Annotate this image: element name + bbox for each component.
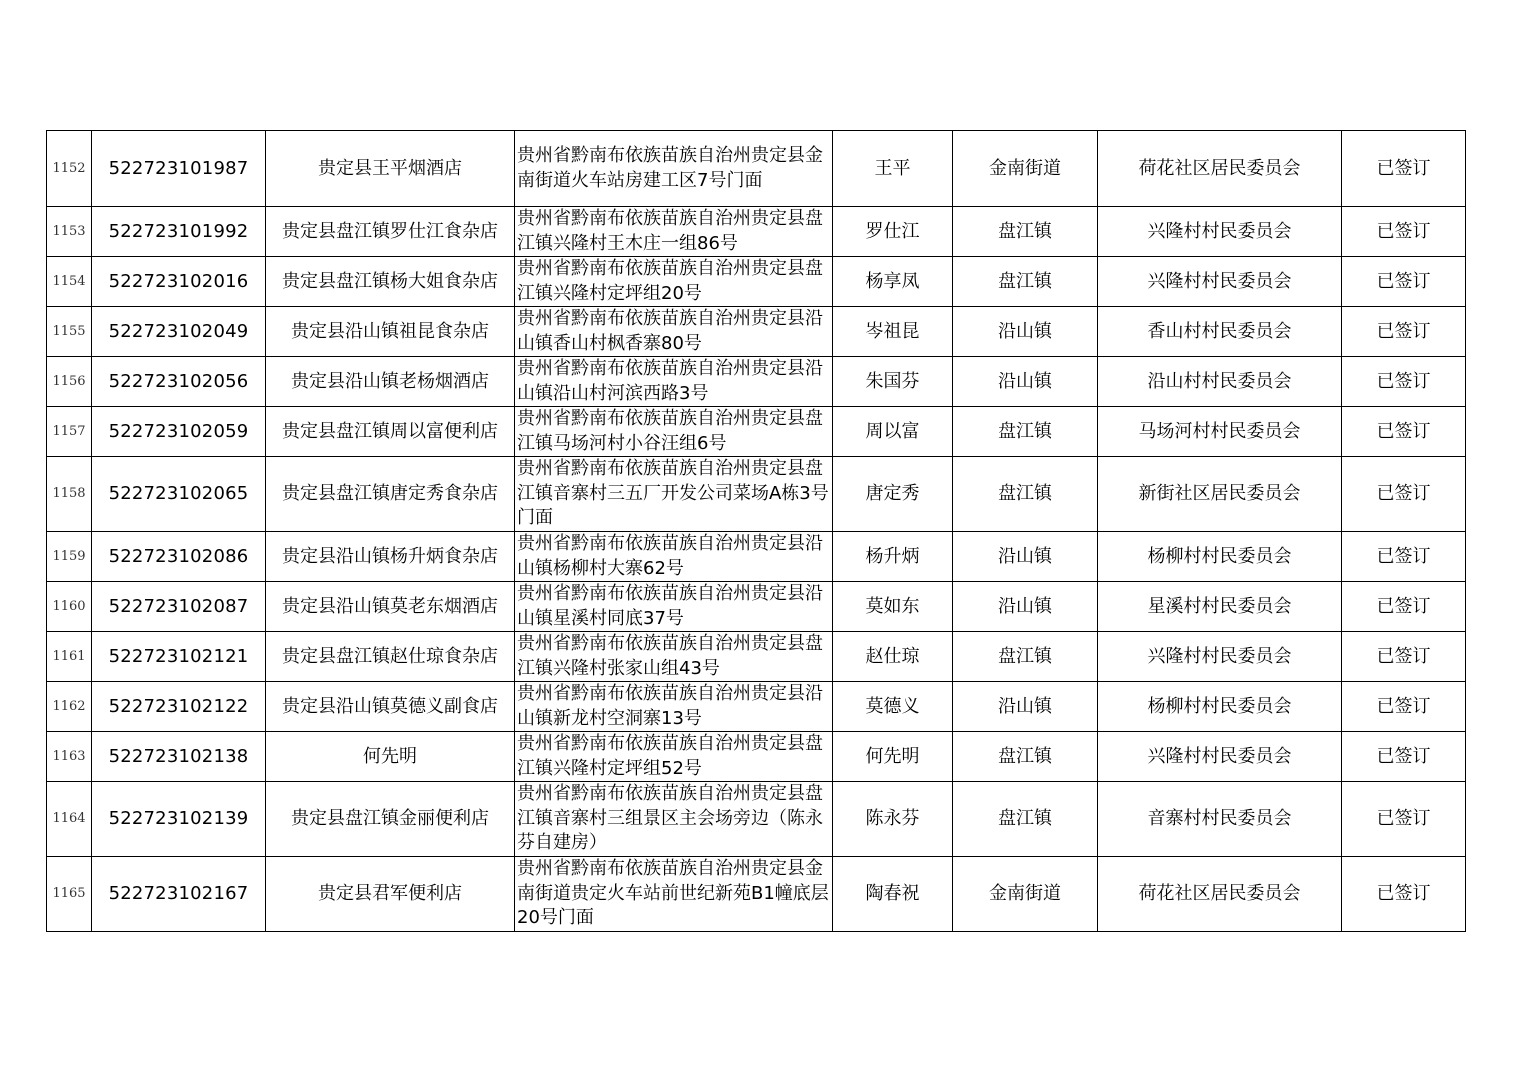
table-row [47,457,1466,532]
owner-name: 杨享凤 [833,257,953,307]
row-index: 1162 [47,682,92,732]
town-name: 沿山镇 [953,307,1098,357]
table-row [47,732,1466,782]
committee-name: 兴隆村村民委员会 [1098,632,1342,682]
row-index: 1153 [47,207,92,257]
town-name: 沿山镇 [953,532,1098,582]
table-row [47,682,1466,732]
town-name: 盘江镇 [953,207,1098,257]
owner-name: 陈永芬 [833,782,953,857]
license-code: 522723102121 [92,632,266,682]
owner-name: 唐定秀 [833,457,953,532]
store-address: 贵州省黔南布依族苗族自治州贵定县盘江镇兴隆村张家山组43号 [515,632,833,682]
committee-name: 音寨村村民委员会 [1098,782,1342,857]
committee-name: 新街社区居民委员会 [1098,457,1342,532]
town-name: 盘江镇 [953,632,1098,682]
sign-status: 已签订 [1342,207,1466,257]
owner-name: 莫如东 [833,582,953,632]
sign-status: 已签订 [1342,582,1466,632]
store-name: 贵定县沿山镇莫老东烟酒店 [266,582,515,632]
town-name: 沿山镇 [953,357,1098,407]
owner-name: 岑祖昆 [833,307,953,357]
table-row [47,307,1466,357]
committee-name: 荷花社区居民委员会 [1098,857,1342,932]
committee-name: 杨柳村村民委员会 [1098,682,1342,732]
table-row [47,207,1466,257]
store-address: 贵州省黔南布依族苗族自治州贵定县盘江镇音寨村三组景区主会场旁边（陈永芬自建房） [515,782,833,857]
committee-name: 兴隆村村民委员会 [1098,732,1342,782]
store-address: 贵州省黔南布依族苗族自治州贵定县金南街道贵定火车站前世纪新苑B1幢底层20号门面 [515,857,833,932]
store-name: 何先明 [266,732,515,782]
committee-name: 星溪村村民委员会 [1098,582,1342,632]
store-address: 贵州省黔南布依族苗族自治州贵定县金南街道火车站房建工区7号门面 [515,131,833,207]
sign-status: 已签订 [1342,857,1466,932]
table-row [47,782,1466,857]
committee-name: 荷花社区居民委员会 [1098,131,1342,207]
store-name: 贵定县沿山镇杨升炳食杂店 [266,532,515,582]
store-address: 贵州省黔南布依族苗族自治州贵定县盘江镇兴隆村定坪组52号 [515,732,833,782]
license-code: 522723101987 [92,131,266,207]
committee-name: 兴隆村村民委员会 [1098,207,1342,257]
owner-name: 莫德义 [833,682,953,732]
committee-name: 杨柳村村民委员会 [1098,532,1342,582]
store-name: 贵定县沿山镇祖昆食杂店 [266,307,515,357]
table-row [47,857,1466,932]
table-row [47,407,1466,457]
sign-status: 已签订 [1342,407,1466,457]
store-name: 贵定县盘江镇赵仕琼食杂店 [266,632,515,682]
sign-status: 已签订 [1342,782,1466,857]
sign-status: 已签订 [1342,682,1466,732]
committee-name: 香山村村民委员会 [1098,307,1342,357]
store-name: 贵定县沿山镇莫德义副食店 [266,682,515,732]
town-name: 盘江镇 [953,782,1098,857]
row-index: 1158 [47,457,92,532]
row-index: 1155 [47,307,92,357]
row-index: 1154 [47,257,92,307]
table-row [47,257,1466,307]
town-name: 盘江镇 [953,457,1098,532]
committee-name: 马场河村村民委员会 [1098,407,1342,457]
sign-status: 已签订 [1342,307,1466,357]
store-address: 贵州省黔南布依族苗族自治州贵定县沿山镇沿山村河滨西路3号 [515,357,833,407]
town-name: 沿山镇 [953,582,1098,632]
store-address: 贵州省黔南布依族苗族自治州贵定县盘江镇马场河村小谷汪组6号 [515,407,833,457]
row-index: 1161 [47,632,92,682]
store-name: 贵定县君军便利店 [266,857,515,932]
row-index: 1160 [47,582,92,632]
committee-name: 沿山村村民委员会 [1098,357,1342,407]
table-row [47,357,1466,407]
town-name: 金南街道 [953,131,1098,207]
town-name: 盘江镇 [953,732,1098,782]
town-name: 盘江镇 [953,257,1098,307]
store-address: 贵州省黔南布依族苗族自治州贵定县沿山镇星溪村同底37号 [515,582,833,632]
license-code: 522723101992 [92,207,266,257]
retailer-table [46,130,1466,932]
table-row [47,632,1466,682]
license-code: 522723102139 [92,782,266,857]
store-address: 贵州省黔南布依族苗族自治州贵定县沿山镇杨柳村大寨62号 [515,532,833,582]
sign-status: 已签订 [1342,532,1466,582]
sign-status: 已签订 [1342,131,1466,207]
row-index: 1163 [47,732,92,782]
license-code: 522723102056 [92,357,266,407]
row-index: 1159 [47,532,92,582]
store-name: 贵定县盘江镇金丽便利店 [266,782,515,857]
sign-status: 已签订 [1342,357,1466,407]
row-index: 1156 [47,357,92,407]
license-code: 522723102086 [92,532,266,582]
row-index: 1152 [47,131,92,207]
store-name: 贵定县盘江镇唐定秀食杂店 [266,457,515,532]
committee-name: 兴隆村村民委员会 [1098,257,1342,307]
store-name: 贵定县盘江镇周以富便利店 [266,407,515,457]
town-name: 金南街道 [953,857,1098,932]
town-name: 沿山镇 [953,682,1098,732]
owner-name: 王平 [833,131,953,207]
owner-name: 杨升炳 [833,532,953,582]
store-name: 贵定县王平烟酒店 [266,131,515,207]
row-index: 1164 [47,782,92,857]
owner-name: 赵仕琼 [833,632,953,682]
owner-name: 朱国芬 [833,357,953,407]
store-address: 贵州省黔南布依族苗族自治州贵定县盘江镇兴隆村王木庄一组86号 [515,207,833,257]
store-address: 贵州省黔南布依族苗族自治州贵定县盘江镇音寨村三五厂开发公司菜场A栋3号门面 [515,457,833,532]
sign-status: 已签订 [1342,257,1466,307]
store-address: 贵州省黔南布依族苗族自治州贵定县盘江镇兴隆村定坪组20号 [515,257,833,307]
store-address: 贵州省黔南布依族苗族自治州贵定县沿山镇香山村枫香寨80号 [515,307,833,357]
license-code: 522723102059 [92,407,266,457]
license-code: 522723102065 [92,457,266,532]
license-code: 522723102049 [92,307,266,357]
license-code: 522723102167 [92,857,266,932]
sign-status: 已签订 [1342,732,1466,782]
town-name: 盘江镇 [953,407,1098,457]
license-code: 522723102138 [92,732,266,782]
license-code: 522723102122 [92,682,266,732]
store-name: 贵定县盘江镇罗仕江食杂店 [266,207,515,257]
row-index: 1157 [47,407,92,457]
owner-name: 罗仕江 [833,207,953,257]
store-name: 贵定县盘江镇杨大姐食杂店 [266,257,515,307]
owner-name: 何先明 [833,732,953,782]
store-name: 贵定县沿山镇老杨烟酒店 [266,357,515,407]
sign-status: 已签订 [1342,457,1466,532]
owner-name: 陶春祝 [833,857,953,932]
store-address: 贵州省黔南布依族苗族自治州贵定县沿山镇新龙村空洞寨13号 [515,682,833,732]
table-row [47,582,1466,632]
license-code: 522723102087 [92,582,266,632]
owner-name: 周以富 [833,407,953,457]
license-code: 522723102016 [92,257,266,307]
row-index: 1165 [47,857,92,932]
table-row [47,131,1466,207]
sign-status: 已签订 [1342,632,1466,682]
table-row [47,532,1466,582]
